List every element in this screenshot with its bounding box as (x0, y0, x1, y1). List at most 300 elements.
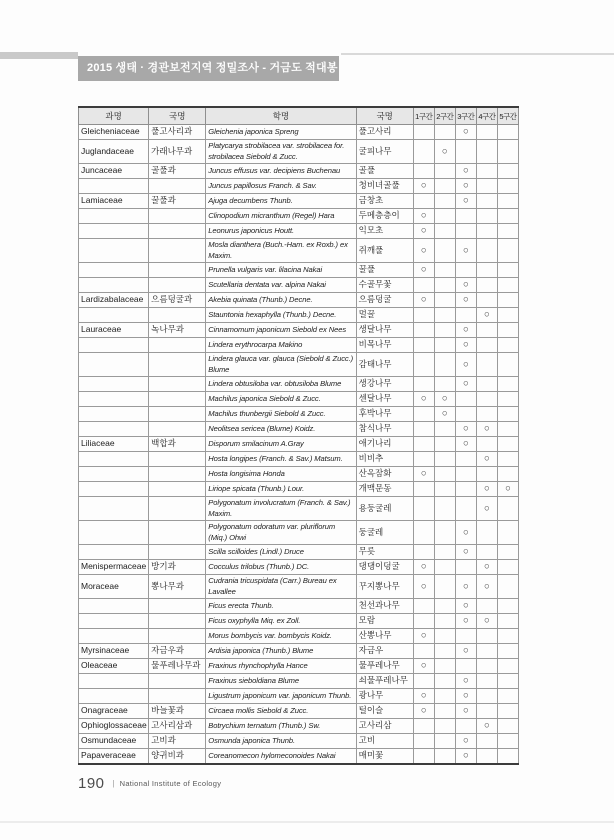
scientific-name-cell: Osmunda japonica Thunb. (206, 734, 356, 749)
family-korean-cell (149, 209, 206, 224)
scientific-name-cell: Machilus japonica Siebold & Zucc. (206, 392, 356, 407)
section-4-mark-cell (476, 377, 497, 392)
section-4-mark-cell: ○ (476, 560, 497, 575)
scientific-name-cell: Ardisia japonica (Thunb.) Blume (206, 644, 356, 659)
section-1-mark-cell (413, 734, 434, 749)
section-2-mark-cell (434, 719, 455, 734)
section-2-mark-cell: ○ (434, 140, 455, 164)
species-row (79, 437, 519, 452)
scientific-name-cell: Coreanomecon hylomeconoides Nakai (206, 749, 356, 765)
table-header-row (79, 107, 519, 125)
section-2-mark-cell (434, 422, 455, 437)
family-korean-cell: 물푸레나무과 (149, 659, 206, 674)
family-korean-cell (149, 179, 206, 194)
family-cell (79, 452, 149, 467)
family-korean-cell (149, 377, 206, 392)
scientific-name-cell: Platycarya strobilacea var. strobilacea for. strobilacea Siebold & Zucc. (206, 140, 356, 164)
section-1-mark-cell (413, 125, 434, 140)
section-1-mark-cell: ○ (413, 629, 434, 644)
family-cell (79, 353, 149, 377)
family-korean-cell: 고사리삼과 (149, 719, 206, 734)
species-row (79, 164, 519, 179)
section-3-mark-cell (455, 659, 476, 674)
family-korean-cell: 으름덩굴과 (149, 293, 206, 308)
section-1-mark-cell: ○ (413, 179, 434, 194)
family-cell (79, 497, 149, 521)
korean-name-cell: 둥굴레 (356, 521, 413, 545)
section-5-mark-cell (497, 392, 518, 407)
korean-name-cell: 쥐깨풀 (356, 239, 413, 263)
section-3-mark-cell: ○ (455, 704, 476, 719)
section-4-mark-cell (476, 704, 497, 719)
species-row (79, 644, 519, 659)
section-4-mark-cell (476, 467, 497, 482)
family-korean-cell (149, 392, 206, 407)
section-2-mark-cell (434, 263, 455, 278)
section-3-mark-cell (455, 392, 476, 407)
section-2-mark-cell (434, 437, 455, 452)
scientific-name-cell: Machilus thunbergii Siebold & Zucc. (206, 407, 356, 422)
korean-name-cell: 천선과나무 (356, 599, 413, 614)
section-2-mark-cell (434, 614, 455, 629)
section-3-mark-cell: ○ (455, 749, 476, 765)
section-3-mark-cell (455, 209, 476, 224)
scientific-name-cell: Gleichenia japonica Spreng (206, 125, 356, 140)
family-korean-cell (149, 263, 206, 278)
section-4-mark-cell (476, 749, 497, 765)
section-4-mark-cell (476, 263, 497, 278)
family-korean-cell (149, 452, 206, 467)
section-2-mark-cell (434, 293, 455, 308)
section-4-mark-cell: ○ (476, 575, 497, 599)
section-4-mark-cell (476, 407, 497, 422)
section-1-mark-cell: ○ (413, 659, 434, 674)
column-header-9: 5구간 (497, 107, 518, 125)
scientific-name-cell: Ligustrum japonicum var. japonicum Thunb. (206, 689, 356, 704)
family-korean-cell (149, 482, 206, 497)
section-2-mark-cell (434, 545, 455, 560)
korean-name-cell: 비비추 (356, 452, 413, 467)
scientific-name-cell: Botrychium ternatum (Thunb.) Sw. (206, 719, 356, 734)
scientific-name-cell: Juncus papillosus Franch. & Sav. (206, 179, 356, 194)
korean-name-cell: 풀고사리 (356, 125, 413, 140)
family-korean-cell (149, 545, 206, 560)
scientific-name-cell: Lindera glauca var. glauca (Siebold & Zucc.) Blume (206, 353, 356, 377)
column-header-5: 1구간 (413, 107, 434, 125)
section-2-mark-cell (434, 560, 455, 575)
section-3-mark-cell (455, 467, 476, 482)
section-3-mark-cell (455, 224, 476, 239)
section-1-mark-cell: ○ (413, 392, 434, 407)
section-5-mark-cell (497, 323, 518, 338)
section-3-mark-cell (455, 407, 476, 422)
section-4-mark-cell: ○ (476, 482, 497, 497)
section-3-mark-cell (455, 263, 476, 278)
species-row (79, 545, 519, 560)
section-4-mark-cell (476, 278, 497, 293)
section-2-mark-cell (434, 749, 455, 765)
section-4-mark-cell (476, 323, 497, 338)
family-korean-cell (149, 629, 206, 644)
section-4-mark-cell (476, 179, 497, 194)
section-4-mark-cell (476, 164, 497, 179)
species-row (79, 734, 519, 749)
section-3-mark-cell: ○ (455, 614, 476, 629)
family-cell: Juglandaceae (79, 140, 149, 164)
section-3-mark-cell: ○ (455, 194, 476, 209)
section-3-mark-cell (455, 140, 476, 164)
column-header-8: 4구간 (476, 107, 497, 125)
section-1-mark-cell: ○ (413, 560, 434, 575)
section-5-mark-cell (497, 407, 518, 422)
section-5-mark-cell (497, 437, 518, 452)
scientific-name-cell: Akebia quinata (Thunb.) Decne. (206, 293, 356, 308)
section-5-mark-cell (497, 278, 518, 293)
family-cell (79, 209, 149, 224)
scientific-name-cell: Prunella vulgaris var. lilacina Nakai (206, 263, 356, 278)
section-4-mark-cell (476, 659, 497, 674)
scientific-name-cell: Polygonatum involucratum (Franch. & Sav.) Maxim. (206, 497, 356, 521)
scientific-name-cell: Mosla dianthera (Buch.-Ham. ex Roxb.) ex Maxim. (206, 239, 356, 263)
family-cell (79, 377, 149, 392)
family-cell: Lardizabalaceae (79, 293, 149, 308)
section-1-mark-cell (413, 278, 434, 293)
family-cell (79, 629, 149, 644)
species-survey-table (78, 106, 519, 765)
family-korean-cell (149, 239, 206, 263)
scientific-name-cell: Fraxinus rhynchophylla Hance (206, 659, 356, 674)
section-3-mark-cell: ○ (455, 377, 476, 392)
section-2-mark-cell (434, 521, 455, 545)
section-4-mark-cell (476, 545, 497, 560)
header-rule-left (0, 52, 78, 59)
species-row (79, 659, 519, 674)
section-1-mark-cell: ○ (413, 575, 434, 599)
family-korean-cell (149, 614, 206, 629)
section-3-mark-cell: ○ (455, 545, 476, 560)
section-5-mark-cell (497, 689, 518, 704)
section-4-mark-cell: ○ (476, 452, 497, 467)
column-header-4: 국명 (356, 107, 413, 125)
korean-name-cell: 굴피나무 (356, 140, 413, 164)
section-2-mark-cell (434, 629, 455, 644)
korean-name-cell: 고사리삼 (356, 719, 413, 734)
column-header-6: 2구간 (434, 107, 455, 125)
korean-name-cell: 물푸레나무 (356, 659, 413, 674)
section-5-mark-cell (497, 125, 518, 140)
section-3-mark-cell: ○ (455, 437, 476, 452)
section-1-mark-cell (413, 614, 434, 629)
scientific-name-cell: Polygonatum odoratum var. pluriflorum (Miq.) Ohwi (206, 521, 356, 545)
section-4-mark-cell (476, 437, 497, 452)
species-row (79, 377, 519, 392)
section-1-mark-cell: ○ (413, 293, 434, 308)
korean-name-cell: 청비녀골풀 (356, 179, 413, 194)
korean-name-cell: 고비 (356, 734, 413, 749)
section-1-mark-cell (413, 437, 434, 452)
section-5-mark-cell (497, 179, 518, 194)
family-cell: Liliaceae (79, 437, 149, 452)
family-korean-cell: 방기과 (149, 560, 206, 575)
page-number: 190 (78, 775, 105, 792)
section-3-mark-cell: ○ (455, 599, 476, 614)
family-cell: Juncaceae (79, 164, 149, 179)
korean-name-cell: 용둥굴레 (356, 497, 413, 521)
scientific-name-cell: Lindera obtusiloba var. obtusiloba Blume (206, 377, 356, 392)
species-row (79, 467, 519, 482)
family-korean-cell (149, 353, 206, 377)
family-cell (79, 338, 149, 353)
family-korean-cell (149, 467, 206, 482)
species-row (79, 224, 519, 239)
section-2-mark-cell (434, 125, 455, 140)
section-5-mark-cell (497, 194, 518, 209)
family-korean-cell (149, 338, 206, 353)
section-1-mark-cell (413, 194, 434, 209)
species-row (79, 263, 519, 278)
page-header-banner: 2015 생태 · 경관보전지역 정밀조사 - 거금도 적대봉 (78, 56, 339, 81)
family-cell (79, 689, 149, 704)
section-3-mark-cell (455, 719, 476, 734)
korean-name-cell: 비목나무 (356, 338, 413, 353)
korean-name-cell: 센달나무 (356, 392, 413, 407)
section-3-mark-cell (455, 452, 476, 467)
section-1-mark-cell: ○ (413, 263, 434, 278)
scientific-name-cell: Cinnamomum japonicum Siebold ex Nees (206, 323, 356, 338)
section-1-mark-cell (413, 377, 434, 392)
section-1-mark-cell: ○ (413, 239, 434, 263)
species-row (79, 194, 519, 209)
section-2-mark-cell (434, 599, 455, 614)
section-5-mark-cell (497, 644, 518, 659)
family-cell: Osmundaceae (79, 734, 149, 749)
section-5-mark-cell (497, 749, 518, 765)
species-row (79, 293, 519, 308)
species-row (79, 497, 519, 521)
section-4-mark-cell (476, 689, 497, 704)
header-rule-right (341, 53, 614, 55)
scientific-name-cell: Leonurus japonicus Houtt. (206, 224, 356, 239)
section-1-mark-cell (413, 521, 434, 545)
korean-name-cell: 털이슬 (356, 704, 413, 719)
family-cell (79, 614, 149, 629)
species-row (79, 353, 519, 377)
section-2-mark-cell (434, 338, 455, 353)
species-row (79, 749, 519, 765)
species-row (79, 482, 519, 497)
section-5-mark-cell (497, 575, 518, 599)
section-4-mark-cell (476, 734, 497, 749)
family-korean-cell: 백합과 (149, 437, 206, 452)
species-row (79, 392, 519, 407)
section-3-mark-cell: ○ (455, 125, 476, 140)
scientific-name-cell: Hosta longipes (Franch. & Sav.) Matsum. (206, 452, 356, 467)
family-cell (79, 278, 149, 293)
section-1-mark-cell: ○ (413, 224, 434, 239)
family-cell: Menispermaceae (79, 560, 149, 575)
section-4-mark-cell: ○ (476, 422, 497, 437)
scientific-name-cell: Neolitsea sericea (Blume) Koidz. (206, 422, 356, 437)
section-5-mark-cell (497, 452, 518, 467)
section-1-mark-cell (413, 140, 434, 164)
species-row (79, 278, 519, 293)
family-korean-cell (149, 224, 206, 239)
family-korean-cell: 풀고사리과 (149, 125, 206, 140)
section-1-mark-cell (413, 545, 434, 560)
section-3-mark-cell: ○ (455, 239, 476, 263)
section-4-mark-cell (476, 209, 497, 224)
section-5-mark-cell (497, 164, 518, 179)
family-cell (79, 521, 149, 545)
section-2-mark-cell (434, 467, 455, 482)
section-4-mark-cell (476, 338, 497, 353)
korean-name-cell: 참식나무 (356, 422, 413, 437)
section-1-mark-cell (413, 749, 434, 765)
family-korean-cell: 바늘꽃과 (149, 704, 206, 719)
korean-name-cell: 산옥잠화 (356, 467, 413, 482)
section-3-mark-cell: ○ (455, 278, 476, 293)
section-4-mark-cell (476, 521, 497, 545)
species-row (79, 674, 519, 689)
species-row (79, 560, 519, 575)
korean-name-cell: 산뽕나무 (356, 629, 413, 644)
section-1-mark-cell: ○ (413, 704, 434, 719)
family-cell (79, 224, 149, 239)
family-cell: Moraceae (79, 575, 149, 599)
family-korean-cell (149, 674, 206, 689)
korean-name-cell: 꿀풀 (356, 263, 413, 278)
section-5-mark-cell (497, 293, 518, 308)
section-3-mark-cell (455, 497, 476, 521)
family-korean-cell (149, 521, 206, 545)
section-3-mark-cell: ○ (455, 644, 476, 659)
korean-name-cell: 자금우 (356, 644, 413, 659)
family-cell (79, 674, 149, 689)
section-4-mark-cell (476, 224, 497, 239)
page-footer (78, 775, 221, 793)
section-4-mark-cell (476, 599, 497, 614)
scientific-name-cell: Ficus erecta Thunb. (206, 599, 356, 614)
section-2-mark-cell (434, 452, 455, 467)
section-4-mark-cell (476, 674, 497, 689)
section-1-mark-cell (413, 599, 434, 614)
family-korean-cell (149, 407, 206, 422)
family-cell: Lauraceae (79, 323, 149, 338)
section-2-mark-cell (434, 497, 455, 521)
section-2-mark-cell (434, 164, 455, 179)
species-row (79, 689, 519, 704)
species-row (79, 599, 519, 614)
korean-name-cell: 금창초 (356, 194, 413, 209)
section-3-mark-cell: ○ (455, 179, 476, 194)
family-cell (79, 407, 149, 422)
family-korean-cell: 꿀풀과 (149, 194, 206, 209)
scientific-name-cell: Cudrania tricuspidata (Carr.) Bureau ex Lavallee (206, 575, 356, 599)
section-3-mark-cell: ○ (455, 422, 476, 437)
korean-name-cell: 멀꿀 (356, 308, 413, 323)
scientific-name-cell: Scilla scilloides (Lindl.) Druce (206, 545, 356, 560)
species-row (79, 209, 519, 224)
section-5-mark-cell (497, 719, 518, 734)
section-1-mark-cell (413, 308, 434, 323)
section-5-mark-cell (497, 599, 518, 614)
footer-separator: | (112, 779, 115, 788)
section-1-mark-cell (413, 674, 434, 689)
column-header-2: 국명 (149, 107, 206, 125)
section-4-mark-cell (476, 293, 497, 308)
family-cell: Papaveraceae (79, 749, 149, 765)
species-row (79, 422, 519, 437)
section-1-mark-cell (413, 482, 434, 497)
species-row (79, 308, 519, 323)
column-header-7: 3구간 (455, 107, 476, 125)
section-2-mark-cell (434, 209, 455, 224)
species-row (79, 719, 519, 734)
family-korean-cell (149, 497, 206, 521)
section-5-mark-cell (497, 521, 518, 545)
section-3-mark-cell: ○ (455, 521, 476, 545)
korean-name-cell: 두메층층이 (356, 209, 413, 224)
section-3-mark-cell: ○ (455, 293, 476, 308)
section-4-mark-cell: ○ (476, 719, 497, 734)
korean-name-cell: 모람 (356, 614, 413, 629)
family-cell (79, 545, 149, 560)
section-5-mark-cell (497, 308, 518, 323)
scientific-name-cell: Clinopodium micranthum (Regel) Hara (206, 209, 356, 224)
section-1-mark-cell (413, 164, 434, 179)
family-korean-cell (149, 278, 206, 293)
family-cell (79, 599, 149, 614)
section-3-mark-cell: ○ (455, 353, 476, 377)
family-korean-cell (149, 599, 206, 614)
section-1-mark-cell: ○ (413, 689, 434, 704)
species-row (79, 614, 519, 629)
species-row (79, 452, 519, 467)
family-korean-cell: 자금우과 (149, 644, 206, 659)
section-4-mark-cell: ○ (476, 614, 497, 629)
section-1-mark-cell (413, 644, 434, 659)
family-cell (79, 263, 149, 278)
section-3-mark-cell: ○ (455, 674, 476, 689)
section-1-mark-cell (413, 338, 434, 353)
section-4-mark-cell (476, 140, 497, 164)
section-2-mark-cell (434, 323, 455, 338)
species-row (79, 239, 519, 263)
scientific-name-cell: Scutellaria dentata var. alpina Nakai (206, 278, 356, 293)
section-2-mark-cell (434, 377, 455, 392)
family-cell (79, 179, 149, 194)
korean-name-cell: 댕댕이덩굴 (356, 560, 413, 575)
section-2-mark-cell: ○ (434, 392, 455, 407)
section-4-mark-cell (476, 353, 497, 377)
section-5-mark-cell (497, 704, 518, 719)
scientific-name-cell: Hosta longisima Honda (206, 467, 356, 482)
species-row (79, 140, 519, 164)
section-5-mark-cell (497, 560, 518, 575)
bottom-page-rule (0, 821, 614, 823)
section-2-mark-cell: ○ (434, 407, 455, 422)
family-cell: Gleicheniaceae (79, 125, 149, 140)
species-row (79, 704, 519, 719)
section-4-mark-cell: ○ (476, 497, 497, 521)
section-2-mark-cell (434, 224, 455, 239)
family-cell (79, 239, 149, 263)
section-4-mark-cell: ○ (476, 308, 497, 323)
family-korean-cell (149, 689, 206, 704)
section-5-mark-cell (497, 545, 518, 560)
korean-name-cell: 익모초 (356, 224, 413, 239)
korean-name-cell: 매미꽃 (356, 749, 413, 765)
